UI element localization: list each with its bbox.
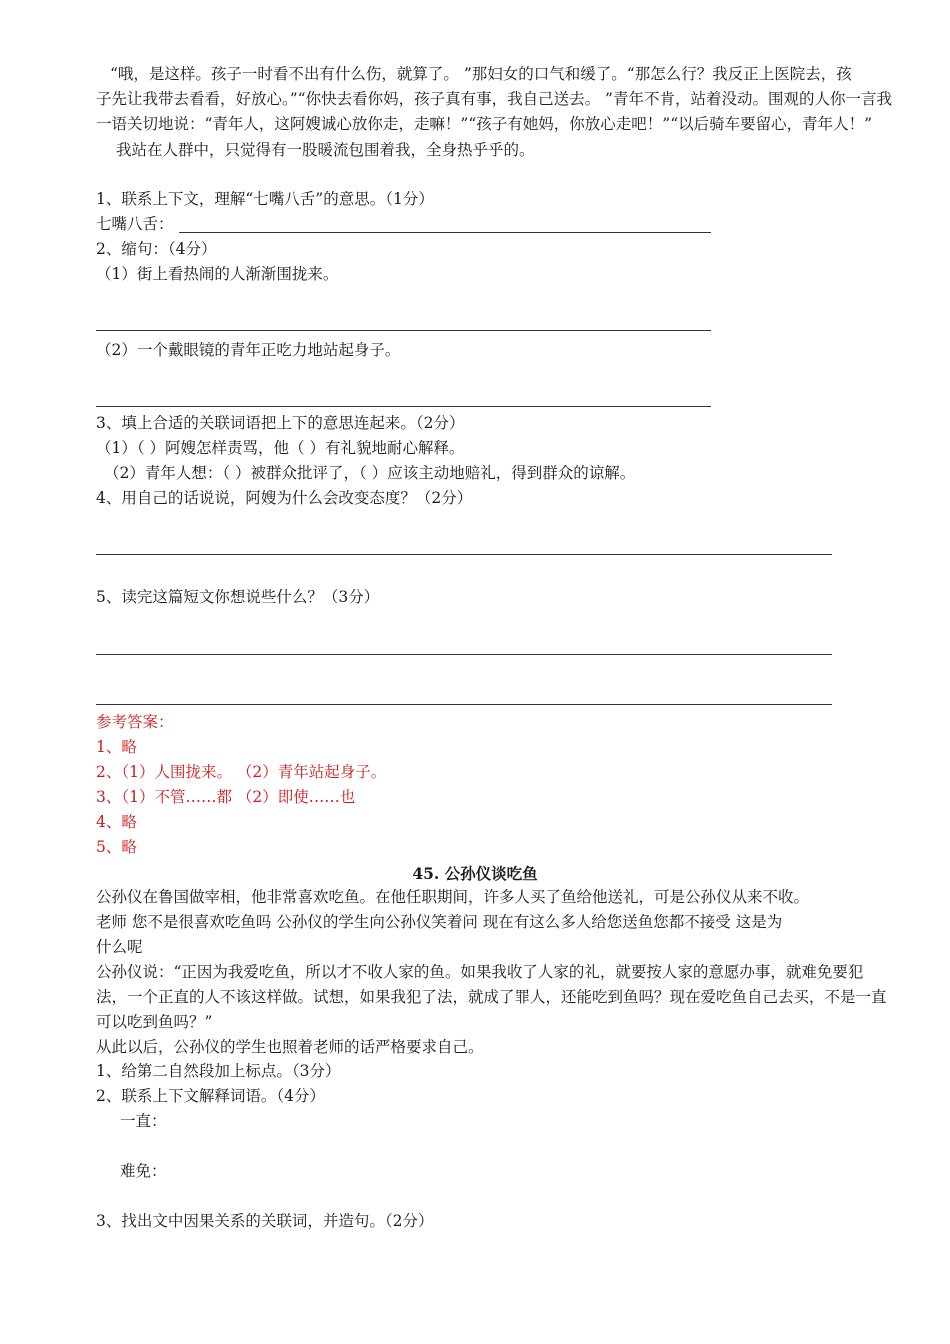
question-1: 1、联系上下文，理解“七嘴八舌”的意思。（1分） xyxy=(96,190,434,208)
question-5: 5、读完这篇短文你想说些什么？（3分） xyxy=(96,588,380,606)
answer-4: 4、略 xyxy=(96,813,137,831)
question-2-1: （1）街上看热闹的人渐渐围拢来。 xyxy=(96,265,339,283)
question-3-2: （2）青年人想：（ ）被群众批评了，（ ）应该主动地赔礼，得到群众的谅解。 xyxy=(104,464,636,482)
question-4: 4、用自己的话说说，阿嫂为什么会改变态度？（2分） xyxy=(96,489,473,507)
answer-line xyxy=(96,654,832,655)
passage2-para4: 从此以后，公孙仪的学生也照着老师的话严格要求自己。 xyxy=(96,1038,484,1056)
passage2-para2-line1: 老师 您不是很喜欢吃鱼吗 公孙仪的学生向公孙仪笑着问 现在有这么多人给您送鱼您都不接受 这是为 xyxy=(96,913,783,931)
passage1-line1: “哦，是这样。孩子一时看不出有什么伤，就算了。 ”那妇女的口气和缓了。“那怎么行？我反正上医院去，孩 xyxy=(110,65,852,83)
passage2-para3-line1: 公孙仪说：“正因为我爱吃鱼，所以才不收人家的鱼。如果我收了人家的礼，就要按人家的意愿办事，就难免要犯 xyxy=(96,963,864,981)
answer-line xyxy=(179,232,711,233)
passage1-line2: 子先让我带去看看，好放心。”“你快去看你妈，孩子真有事，我自己送去。 ”青年不肯，站着没动。围观的人你一言我 xyxy=(96,90,892,108)
answer-2: 2、（1）人围拢来。 （2）青年站起身子。 xyxy=(96,763,387,781)
passage2-para3-line2: 法，一个正直的人不该这样做。试想，如果我犯了法，就成了罪人，还能吃到鱼吗？现在爱吃鱼自己去买，不是一直 xyxy=(96,988,887,1006)
answer-3: 3、（1）不管……都 （2）即使……也 xyxy=(96,788,356,806)
passage2-para2-line2: 什么呢 xyxy=(96,938,143,956)
word-yizhi: 一直： xyxy=(120,1112,167,1130)
passage2-title: 45. 公孙仪谈吃鱼 xyxy=(412,864,538,883)
passage2-para3-line3: 可以吃到鱼吗？” xyxy=(96,1013,213,1031)
answer-line xyxy=(96,330,711,331)
question2-1: 1、给第二自然段加上标点。（3分） xyxy=(96,1062,341,1080)
passage2-para1: 公孙仪在鲁国做宰相，他非常喜欢吃鱼。在他任职期间，许多人买了鱼给他送礼，可是公孙仪从来不收。 xyxy=(96,888,810,906)
answers-heading: 参考答案： xyxy=(96,713,174,731)
question2-2: 2、联系上下文解释词语。（4分） xyxy=(96,1087,325,1105)
question-3-1: （1）（ ）阿嫂怎样责骂，他（ ）有礼貌地耐心解释。 xyxy=(96,439,465,457)
question-2-2: （2）一个戴眼镜的青年正吃力地站起身子。 xyxy=(96,341,401,359)
question-3: 3、填上合适的关联词语把上下的意思连起来。（2分） xyxy=(96,414,465,432)
answer-line xyxy=(96,704,832,705)
word-nanmian: 难免： xyxy=(120,1162,167,1180)
question2-3: 3、找出文中因果关系的关联词，并造句。（2分） xyxy=(96,1212,434,1230)
answer-5: 5、略 xyxy=(96,838,137,856)
question-2: 2、缩句：（4分） xyxy=(96,240,217,258)
passage1-line3: 一语关切地说：“青年人，这阿嫂诚心放你走，走嘛！”“孩子有她妈，你放心走吧！”“以后骑车要留心，青年人！” xyxy=(96,115,873,133)
question-1-label: 七嘴八舌： xyxy=(96,215,174,233)
passage1-para2: 我站在人群中，只觉得有一股暖流包围着我，全身热乎乎的。 xyxy=(116,141,535,159)
answer-line xyxy=(96,406,711,407)
answer-line xyxy=(96,554,832,555)
answer-1: 1、略 xyxy=(96,738,137,756)
